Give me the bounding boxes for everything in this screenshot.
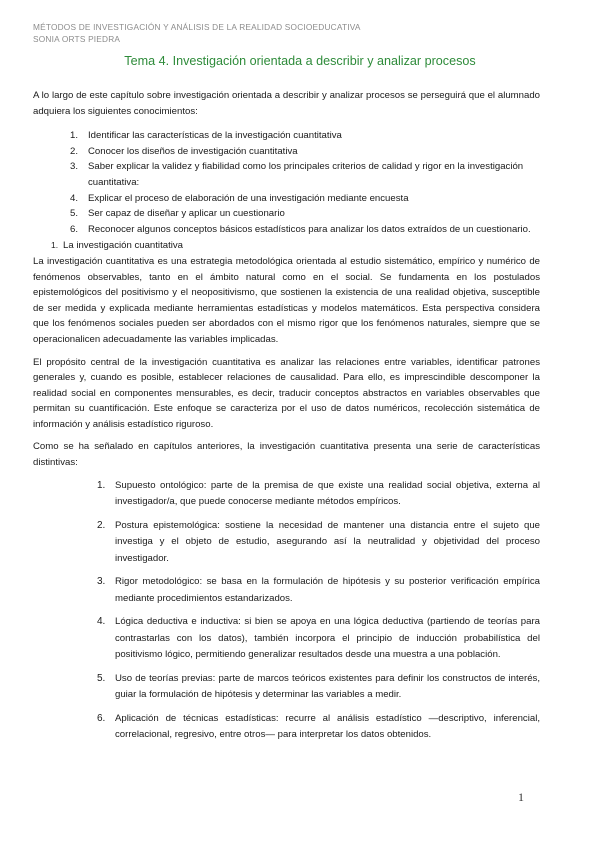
list-number: 5. xyxy=(70,208,79,220)
list-item xyxy=(33,671,540,704)
list-number: 1. xyxy=(97,479,106,491)
list-item xyxy=(33,144,540,160)
list-number: 3. xyxy=(70,161,79,173)
list-item-text: Postura epistemológica: sostiene la necesidad de mantener una distancia entre el sujeto que investiga y el objeto de estudio, asegurando así la neutralidad y objetividad del proceso investigador. xyxy=(115,519,540,564)
list-item xyxy=(33,206,540,222)
author-name: SONIA ORTS PIEDRA xyxy=(33,33,121,44)
list-item xyxy=(33,128,540,144)
list-item xyxy=(33,614,540,664)
list-number: 4. xyxy=(97,616,106,628)
list-item-text: Aplicación de técnicas estadísticas: recurre al análisis estadístico —descriptivo, inferencial, correlacional, regresivo, entre otros— para interpretar los datos obtenidos. xyxy=(115,712,540,741)
body-paragraph: El propósito central de la investigación cuantitativa es analizar las relaciones entre variables, identificar patrones generales y, cuando es posible, establecer relaciones de causalidad. Para ello, es imprescindible descomponer la realidad social en componentes mensurables, es decir, traducir conceptos abstractos en variables observables que permitan su cuantificación. Este enfoque se caracteriza por el uso de datos numéricos, recolección sistemática de información y análisis estadístico riguroso. xyxy=(33,356,540,430)
list-item xyxy=(33,191,540,207)
body-paragraph: Como se ha señalado en capítulos anteriores, la investigación cuantitativa presenta una serie de características distintivas: xyxy=(33,441,540,469)
list-number: 6. xyxy=(70,223,79,235)
page-number: 1 xyxy=(518,790,524,804)
learning-goals-list xyxy=(33,128,540,237)
list-item-text: Rigor metodológico: se basa en la formulación de hipótesis y su posterior verificación empírica mediante procedimientos estandarizados. xyxy=(115,576,540,604)
characteristics-list xyxy=(33,478,540,744)
section-heading xyxy=(33,238,540,254)
list-item-text: Supuesto ontológico: parte de la premisa de que existe una realidad social objetiva, externa al investigador/a, que puede conocerse mediante métodos empíricos. xyxy=(115,479,540,508)
list-item-text: Lógica deductiva e inductiva: si bien se apoya en una lógica deductiva (partiendo de teorías para contrastarlas con los datos), también incorpora el principio de inducción probabilística del positivismo lógico, permitiendo generalizar resultados desde una muestra a una población. xyxy=(115,616,540,661)
section-number: 1. xyxy=(51,240,59,251)
list-item xyxy=(33,518,540,568)
list-item xyxy=(33,478,540,511)
list-number: 1. xyxy=(70,130,79,142)
list-item xyxy=(33,711,540,744)
list-item-text: Conocer los diseños de investigación cuantitativa xyxy=(88,145,298,157)
list-number: 2. xyxy=(70,145,79,157)
body-paragraph: La investigación cuantitativa es una estrategia metodológica orientada al estudio sistemático, empírico y numérico de fenómenos observables, tanto en el ámbito natural como en el social. Se fundamenta en los postulados epistemológicos del positivismo y el neopositivismo, que sostienen la existencia de una realidad objetiva, susceptible de ser medida y explicada mediante herramientas estadísticas y modelos matemáticos. Esta perspectiva considera que los fenómenos sociales pueden ser abordados con el mismo rigor que los fenómenos naturales, siempre que se operacionalicen adecuadamente las variables implicadas. xyxy=(33,255,540,345)
section-title: La investigación cuantitativa xyxy=(63,240,183,252)
course-title: MÉTODOS DE INVESTIGACIÓN Y ANÁLISIS DE LA REALIDAD SOCIOEDUCATIVA xyxy=(33,22,361,32)
list-item-text: Reconocer algunos conceptos básicos estadísticos para analizar los datos extraídos de un cuestionario. xyxy=(88,223,531,235)
list-number: 2. xyxy=(97,519,106,531)
list-item xyxy=(33,159,540,190)
running-header xyxy=(33,22,361,45)
list-item-text: Saber explicar la validez y fiabilidad como los principales criterios de calidad y rigor en la investigación cuantitativa: xyxy=(88,161,524,188)
list-number: 4. xyxy=(70,192,79,204)
list-item-text: Uso de teorías previas: parte de marcos teóricos existentes para definir los constructos de interés, guiar la formulación de hipótesis y determinar las variables a medir. xyxy=(115,672,540,701)
intro-paragraph: A lo largo de este capítulo sobre investigación orientada a describir y analizar procesos se perseguirá que el alumnado adquiera los siguientes conocimientos: xyxy=(33,90,540,117)
list-number: 5. xyxy=(97,672,106,684)
list-number: 6. xyxy=(97,712,106,724)
list-item-text: Identificar las características de la investigación cuantitativa xyxy=(88,130,342,142)
list-item-text: Ser capaz de diseñar y aplicar un cuestionario xyxy=(88,208,285,220)
page-body xyxy=(33,88,540,751)
list-item xyxy=(33,222,540,238)
list-item-text: Explicar el proceso de elaboración de una investigación mediante encuesta xyxy=(88,192,409,204)
chapter-title: Tema 4. Investigación orientada a describir y analizar procesos xyxy=(124,54,476,68)
list-number: 3. xyxy=(97,576,106,588)
list-item xyxy=(33,574,540,607)
